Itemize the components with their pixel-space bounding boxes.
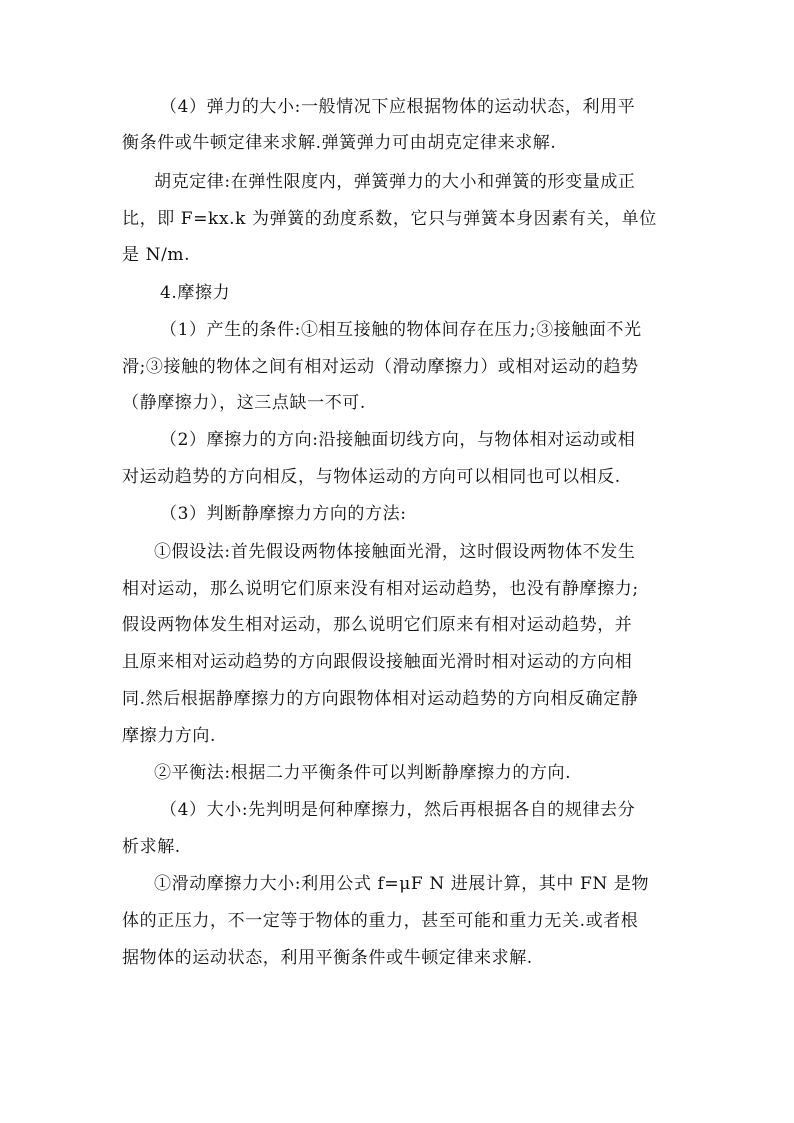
text-line-1: （4）弹力的大小:一般情况下应根据物体的运动状态，利用平 [160,97,636,117]
text-line-16: 且原来相对运动趋势的方向跟假设接触面光滑时相对运动的方向相 [122,652,633,672]
text-line-8: 滑;③接触的物体之间有相对运动（滑动摩擦力）或相对运动的趋势 [122,357,639,377]
text-line-21: 析求解. [122,837,181,857]
text-line-18: 摩擦力方向. [122,726,217,746]
text-line-17: 同.然后根据静摩擦力的方向跟物体相对运动趋势的方向相反确定静 [122,689,639,709]
text-line-13: ①假设法:首先假设两物体接触面光滑，这时假设两物体不发生 [154,542,636,562]
text-line-10: （2）摩擦力的方向:沿接触面切线方向，与物体相对运动或相 [160,430,636,450]
text-line-12: （3）判断静摩擦力方向的方法: [160,504,407,524]
text-line-15: 假设两物体发生相对运动，那么说明它们原来有相对运动趋势，并 [122,615,633,635]
text-line-2: 衡条件或牛顿定律来求解.弹簧弹力可由胡克定律来求解. [122,133,557,153]
text-line-20: （4）大小:先判明是何种摩擦力，然后再根据各自的规律去分 [160,800,636,820]
text-line-5: 是 N/m. [122,245,191,265]
text-line-9: （静摩擦力），这三点缺一不可. [122,393,366,413]
section-heading-friction: 4.摩擦力 [160,283,231,303]
text-line-22: ①滑动摩擦力大小:利用公式 f=μF N 进展计算，其中 FN 是物 [154,874,650,894]
text-line-19: ②平衡法:根据二力平衡条件可以判断静摩擦力的方向. [154,763,572,783]
text-line-14: 相对运动，那么说明它们原来没有相对运动趋势，也没有静摩擦力; [122,579,639,599]
text-line-7: （1）产生的条件:①相互接触的物体间存在压力;③接触面不光 [160,320,642,340]
text-line-11: 对运动趋势的方向相反，与物体运动的方向可以相同也可以相反. [122,467,621,487]
text-line-3: 胡克定律:在弹性限度内，弹簧弹力的大小和弹簧的形变量成正 [154,172,636,192]
text-line-24: 据物体的运动状态，利用平衡条件或牛顿定律来求解. [122,948,533,968]
text-line-23: 体的正压力，不一定等于物体的重力，甚至可能和重力无关.或者根 [122,911,639,931]
text-line-4: 比，即 F=kx.k 为弹簧的劲度系数，它只与弹簧本身因素有关，单位 [122,209,657,229]
